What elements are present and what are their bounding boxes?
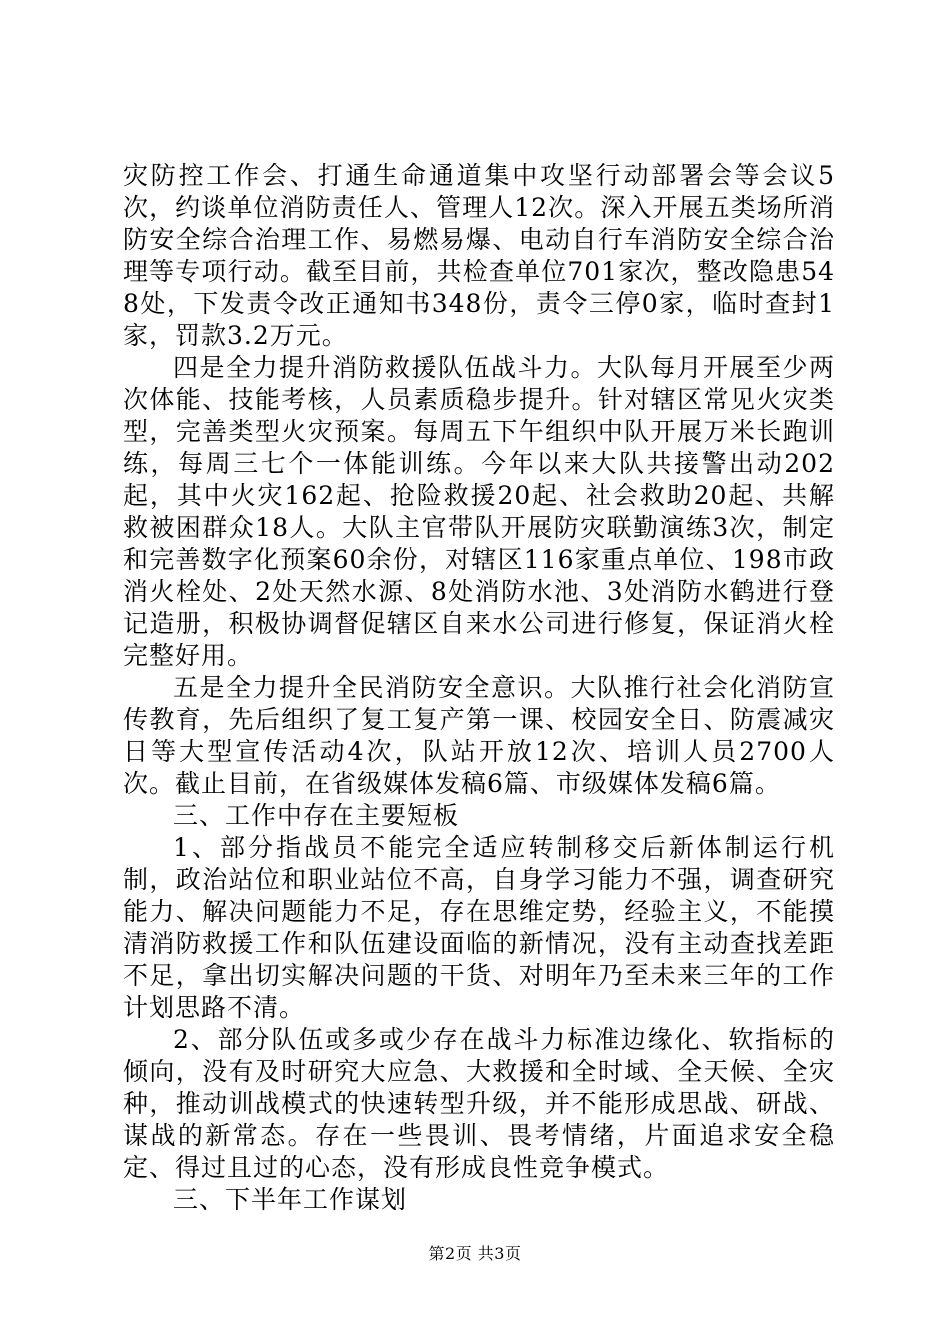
- paragraph-shortcoming-2: 2、部分队伍或多或少存在战斗力标准边缘化、软指标的倾向，没有及时研究大应急、大救援和全时域、全天候、全灾种，推动训战模式的快速转型升级，并不能形成思战、研战、谋战的新常态。存在一些畏训、畏考情绪，片面追求安全稳定、得过且过的心态，没有形成良性竞争模式。: [123, 1025, 835, 1182]
- document-body: [123, 160, 835, 1216]
- paragraph-public-fire-awareness: 五是全力提升全民消防安全意识。大队推行社会化消防宣传教育，先后组织了复工复产第一课、校园安全日、防震减灾日等大型宣传活动4次，队站开放12次、培训人员2700人次。截止目前，在省级媒体发稿6篇、市级媒体发稿6篇。: [123, 673, 835, 798]
- section-heading-shortcomings: 三、工作中存在主要短板: [173, 801, 460, 830]
- paragraph-shortcoming-1: 1、部分指战员不能完全适应转制移交后新体制运行机制，政治站位和职业站位不高，自身学习能力不强，调查研究能力、解决问题能力不足，存在思维定势，经验主义，不能摸清消防救援工作和队伍建设面临的新情况，没有主动查找差距不足，拿出切实解决问题的干货、对明年乃至未来三年的工作计划思路不清。: [123, 833, 835, 1022]
- paragraph-rescue-team-capability: 四是全力提升消防救援队伍战斗力。大队每月开展至少两次体能、技能考核，人员素质稳步提升。针对辖区常见火灾类型，完善类型火灾预案。每周五下午组织中队开展万米长跑训练，每周三七个一体能训练。今年以来大队共接警出动202起，其中火灾162起、抢险救援20起、社会救助20起、共解救被困群众18人。大队主官带队开展防灾联勤演练3次，制定和完善数字化预案60余份，对辖区116家重点单位、198市政消火栓处、2处天然水源、8处消防水池、3处消防水鹤进行登记造册，积极协调督促辖区自来水公司进行修复，保证消火栓完整好用。: [123, 353, 835, 670]
- paragraph-fire-control-inspection: 灾防控工作会、打通生命通道集中攻坚行动部署会等会议5次，约谈单位消防责任人、管理人12次。深入开展五类场所消防安全综合治理工作、易燃易爆、电动自行车消防安全综合治理等专项行动。截至目前，共检查单位701家次，整改隐患548处，下发责令改正通知书348份，责令三停0家，临时查封1家，罚款3.2万元。: [123, 161, 835, 350]
- page-number-footer: 第2页 共3页: [428, 1244, 522, 1263]
- section-heading-second-half-plan: 三、下半年工作谋划: [173, 1185, 408, 1214]
